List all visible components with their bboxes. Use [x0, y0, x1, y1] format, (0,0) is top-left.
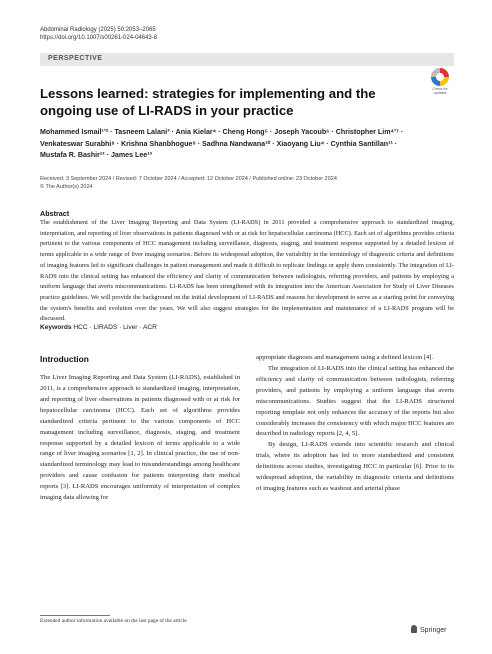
footnote: Extended author information available on the last page of the article	[40, 618, 187, 624]
crossmark-line1: Check for	[432, 87, 448, 91]
journal-header	[40, 26, 157, 42]
introduction-heading: Introduction	[40, 354, 89, 364]
keywords-list: HCC · LIRADS · Liver · ACR	[73, 324, 157, 331]
article-dates	[40, 175, 337, 191]
abstract-body: The establishment of the Liver Imaging Reporting and Data System (LI-RADS) in 2011 provided a comprehensive approach to standardized imaging, interpretation, and reporting of liver observations in patients diagnosed with or at risk for hepatocellular carcinoma (HCC). Each set of algorithms provides criteria pertinent to the various components of HCC management including surveillance, diagnosis, staging, and treatment response supported by a detailed lexicon of terms applicable to a wide range of liver imaging scenarios. Before its widespread adoption, the variability in the terminology of diagnostic criteria and definitions of imaging features led to significant challenges in patient management and made it difficult to replicate findings or apply them consistently. The integration of LI-RADS into the clinical setting has enhanced the efficiency and clarity of communication between radiologists, referring providers, and patients by employing a uniform language that averts miscommunications. LI-RADS has been strengthened with its integration into the American Association for Study of Liver Diseases practice guidelines. We will provide the background on the initial development of LI-RADS and reasons for development to serve as a starting point for conveying the system's benefits and evolution over the years. We will also suggest strategies for the implementation and maintenance of a LI-RADS program will be discussed.	[40, 219, 454, 323]
publisher-name: Springer	[420, 627, 447, 634]
author-list	[40, 127, 450, 162]
crossmark-icon	[431, 68, 449, 86]
section-banner	[40, 53, 454, 66]
crossmark-line2: updates	[433, 91, 447, 95]
body-column-left	[40, 373, 240, 504]
keywords-label: Keywords	[40, 324, 72, 331]
footnote-divider	[40, 615, 110, 616]
paragraph: The integration of LI-RADS into the clinical setting has enhanced the efficiency and clarity of communication between radiologists, referring providers, and patients by employing a uniform language that averts miscommunications. Studies suggest that the LI-RADS structured reporting template not only enhances the accuracy of the reports but also considerably increases the consistency with which major HCC features are described in radiology reports [2, 4, 5].	[256, 364, 454, 438]
abstract-heading: Abstract	[40, 209, 70, 218]
publisher-logo	[411, 625, 446, 634]
journal-citation: Abdominal Radiology (2025) 50:2053–2065	[40, 27, 156, 33]
keywords	[40, 324, 157, 331]
doi-link[interactable]: https://doi.org/10.1007/s00261-024-04643-8	[40, 35, 158, 41]
author-line: Mohammed Ismail¹ʼ² · Tasneem Lalani³ · Ania Kielar⁴ · Cheng Hong⁵ · Joseph Yacoub⁶ · Christopher Lim⁴ʼ⁷ ·	[40, 128, 404, 136]
history-dates: Received: 3 September 2024 / Revised: 7 October 2024 / Accepted: 12 October 2024 / Published online: 23 October 2024	[40, 176, 337, 182]
author-line: Venkateswar Surabhi⁸ · Krishna Shanbhogue⁹ · Sadhna Nandwana¹⁰ · Xiaoyang Liu⁴ · Cynthia Santillan¹¹ ·	[40, 139, 398, 148]
paragraph: The Liver Imaging Reporting and Data System (LI-RADS), established in 2011, is a comprehensive approach to standardized imaging, interpretation, and reporting of liver observations in patients diagnosed with or at risk for hepatocellular carcinoma (HCC). Each set of algorithms provides standardized criteria pertinent to the various components of HCC management including surveillance, diagnosis, staging, and treatment response supported by a detailed lexicon of terms applicable to a wide range of liver imaging scenarios [1, 2]. In clinical practice, the use of non-standardized terminology may lead to misunderstandings among healthcare providers and cause confusion for patients interpreting their medical reports [3]. LI-RADS encourages uniformity of interpretation of complex imaging data allowing for	[40, 374, 240, 502]
paragraph: appropriate diagnosis and management using a defined lexicon [4].	[256, 354, 434, 361]
check-for-updates-badge[interactable]	[427, 68, 453, 100]
crossmark-label	[427, 87, 453, 95]
paragraph: By design, LI-RADS extends into scientific research and clinical trials, where its adoption has led to more standardized and consistent definitions across studies, investigating HCC in particular [6]. Prior to its widespread adoption, the variability in diagnostic criteria and definitions of imaging features such as washout and arterial phase	[256, 441, 454, 493]
section-tag: PERSPECTIVE	[48, 55, 103, 62]
springer-horse-icon	[411, 625, 417, 633]
author-line: Mustafa R. Bashir¹² · James Lee¹³	[40, 151, 152, 160]
copyright: © The Author(s) 2024	[40, 184, 93, 191]
article-title: Lessons learned: strategies for implementing and the ongoing use of LI-RADS in your practice	[40, 86, 376, 118]
body-column-right	[256, 353, 454, 495]
